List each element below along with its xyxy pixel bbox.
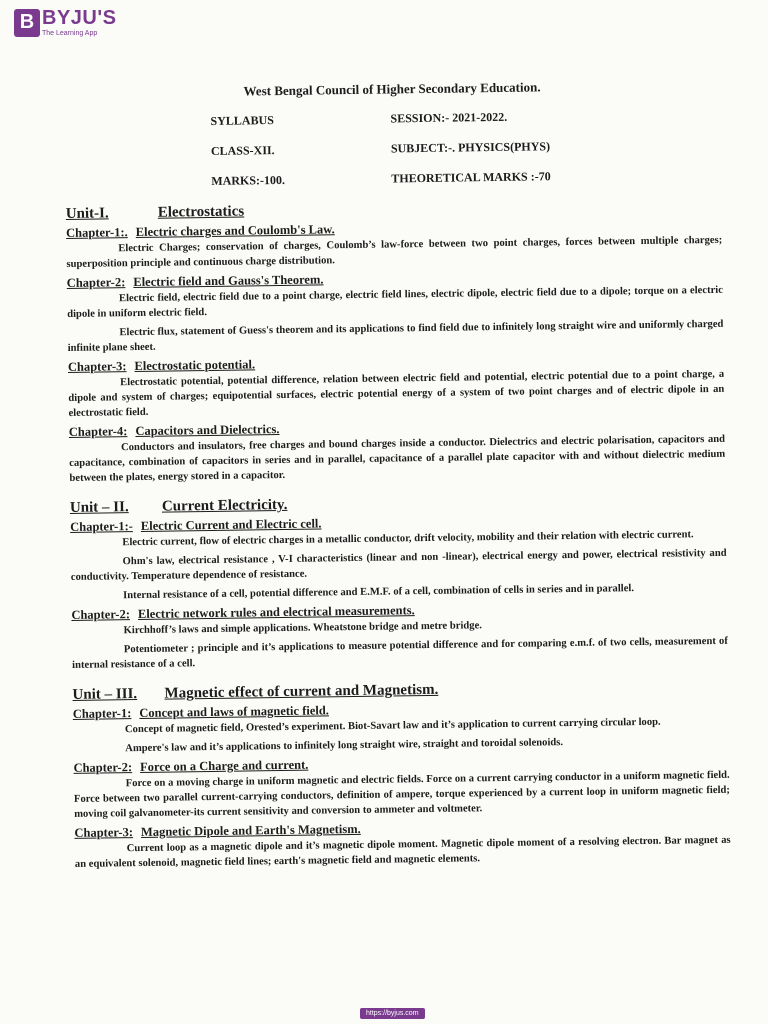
unit-label: Unit – III.: [72, 686, 138, 703]
chapter-label: Chapter-2:: [73, 760, 133, 775]
chapter-title: Electrostatic potential.: [134, 357, 256, 374]
chapter-label: Chapter-2:: [66, 275, 126, 290]
chapter-paragraph: Conductors and insulators, free charges and bound charges inside a conductor. Dielectrics and electric polarisation, capacitors and capacitance, combination of capacitors in series and in parallel, capacitance of a parallel plate capacitor with and without dielectric medium between the plates, energy stored in a capacitor.: [69, 433, 726, 484]
chapter-title: Electric Current and Electric cell.: [140, 516, 322, 533]
meta-right: THEORETICAL MARKS :-70: [391, 169, 551, 186]
meta-left: SYLLABUS: [210, 113, 274, 128]
unit-title: Current Electricity.: [161, 496, 288, 515]
meta-right: SESSION:- 2021-2022.: [390, 109, 508, 126]
chapter-paragraph: Ampere's law and it’s applications to infinitely long straight wire, straight and toroidal solenoids.: [125, 737, 564, 755]
logo-name: BYJU'S: [42, 7, 117, 29]
chapter-label: Chapter-1:: [72, 706, 132, 721]
chapter-title: Magnetic Dipole and Earth's Magnetism.: [140, 821, 361, 839]
chapter-paragraph: Electric current, flow of electric charges in a metallic conductor, drift velocity, mobility and their relation with electric current.: [122, 529, 694, 549]
byjus-logo: [14, 8, 116, 37]
chapter-paragraph: Electrostatic potential, potential difference, relation between electric field and potential, electric potential due to a point charge, a dipole and system of charges; equipotential surfaces, electric potential energy of a system of two point charges and of electric dipole in an electrostatic field.: [68, 368, 725, 419]
chapter-label: Chapter-1:-: [70, 519, 133, 534]
chapter-label: Chapter-3:: [67, 359, 127, 374]
footer-url[interactable]: https://byjus.com: [360, 1008, 425, 1019]
unit-label: Unit-I.: [65, 205, 109, 222]
chapter-title: Electric charges and Coulomb's Law.: [135, 222, 335, 240]
meta-row: [64, 107, 720, 131]
meta-left: MARKS:-100.: [211, 172, 286, 188]
chapter-paragraph: Ohm's law, electrical resistance , V-I characteristics (linear and non -linear), electrical energy and power, electrical resistivity and conductivity. Temperature dependence of resistance.: [70, 547, 727, 583]
chapter-paragraph: Electric field, electric field due to a point charge, electric field lines, electric dipole, electric field due to a dipole; torque on a electric dipole in uniform electric field.: [67, 284, 723, 320]
meta-left: CLASS-XII.: [210, 143, 275, 158]
chapter-paragraph: Internal resistance of a cell, potential difference and E.M.F. of a cell, combination of cells in series and in parallel.: [123, 583, 635, 602]
chapter-label: Chapter-1:.: [65, 225, 128, 240]
units-list: [66, 197, 731, 872]
chapter-label: Chapter-4:: [68, 424, 128, 439]
unit-title: Magnetic effect of current and Magnetism.: [164, 681, 439, 702]
chapter-paragraph: Current loop as a magnetic dipole and it’s magnetic dipole moment. Magnetic dipole moment of a resolving electron. Bar magnet as an equivalent solenoid, magnetic field lines; earth's magnetic field and magnetic elements.: [74, 834, 731, 870]
chapter-paragraph: Concept of magnetic field, Orested’s experiment. Biot-Savart law and it’s application to current carrying circular loop.: [124, 716, 661, 736]
chapter-label: Chapter-3:: [74, 825, 134, 840]
meta-row: [65, 137, 721, 161]
syllabus-page: [64, 77, 731, 876]
byjus-b-icon: B: [14, 9, 40, 37]
meta-row: [65, 167, 721, 191]
unit-title: Electrostatics: [157, 203, 245, 221]
chapter-paragraph: Potentiometer ; principle and it’s applications to measure potential difference and for comparing e.m.f. of two cells, measurement of internal resistance of a cell.: [72, 635, 728, 671]
council-title: West Bengal Council of Higher Secondary Education.: [243, 79, 541, 99]
chapter-title: Electric field and Gauss's Theorem.: [133, 272, 324, 290]
header-meta: [64, 107, 721, 191]
chapter-title: Capacitors and Dielectrics.: [135, 422, 280, 439]
chapter-title: Electric network rules and electrical measurements.: [137, 603, 415, 622]
chapter-paragraph: Force on a moving charge in uniform magnetic and electric fields. Force on a current carrying conductor in a uniform magnetic field. Force between two parallel current-carrying conductors, definition of ampere, torque experienced by a current loop in uniform magnetic field; moving coil galvanometer-its current sensitivity and conversion to ammeter and voltmeter.: [73, 769, 730, 820]
logo-tagline: The Learning App: [42, 30, 98, 37]
chapter-label: Chapter-2:: [71, 607, 131, 622]
chapter-title: Concept and laws of magnetic field.: [139, 703, 329, 721]
meta-right: SUBJECT:-. PHYSICS(PHYS): [390, 139, 551, 156]
chapter-paragraph: Electric Charges; conservation of charges, Coulomb’s law-force between two point charges, forces between multiple charges; superposition principle and continuous charge distribution.: [66, 234, 723, 270]
chapter-paragraph: Electric flux, statement of Guess's theorem and its applications to find field due to infinitely long straight wire and uniformly charged infinite plane sheet.: [67, 318, 724, 354]
chapter-title: Force on a Charge and current.: [139, 757, 309, 775]
unit-label: Unit – II.: [69, 499, 129, 516]
chapter-paragraph: Kirchhoff’s laws and simple applications. Wheatstone bridge and metre bridge.: [123, 620, 482, 637]
